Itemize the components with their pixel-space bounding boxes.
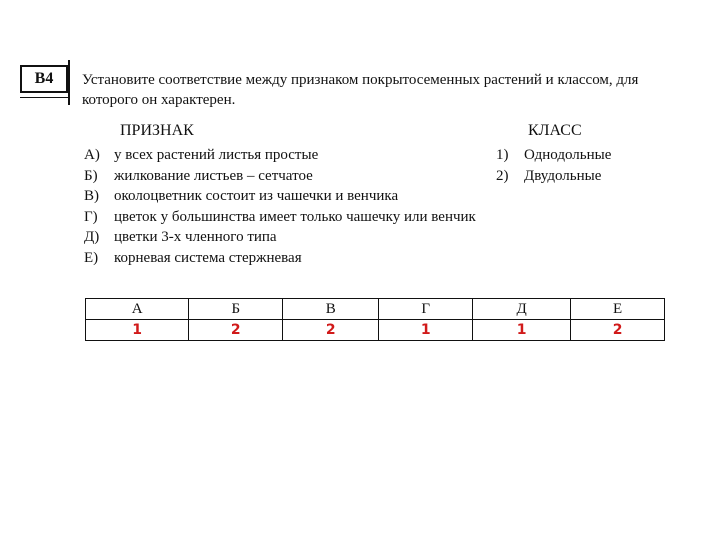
feature-text: у всех растений листья простые bbox=[114, 147, 319, 163]
answer-table bbox=[85, 298, 665, 341]
feature-letter: А) bbox=[84, 147, 100, 163]
answer-value-cell: 2 bbox=[283, 320, 379, 341]
class-number: 1) bbox=[496, 147, 509, 163]
feature-letter: В) bbox=[84, 188, 99, 204]
classes-heading: КЛАСС bbox=[528, 122, 582, 139]
feature-item bbox=[84, 227, 504, 248]
feature-text: околоцветник состоит из чашечки и венчика bbox=[114, 188, 399, 204]
feature-text: корневая система стержневая bbox=[114, 249, 302, 266]
classes-list bbox=[496, 145, 611, 186]
class-name: Двудольные bbox=[524, 167, 602, 184]
class-name: Однодольные bbox=[524, 147, 612, 163]
class-item bbox=[496, 166, 611, 187]
answer-letters-row bbox=[86, 299, 665, 320]
answer-value-cell: 1 bbox=[379, 320, 473, 341]
answer-letter-cell: А bbox=[86, 299, 189, 320]
answer-value-cell: 1 bbox=[473, 320, 571, 341]
class-number: 2) bbox=[496, 167, 509, 184]
feature-letter: Г) bbox=[84, 208, 98, 225]
feature-text: жилкование листьев – сетчатое bbox=[114, 167, 313, 184]
features-list bbox=[84, 145, 504, 268]
answer-letter-cell: В bbox=[283, 299, 379, 320]
feature-item bbox=[84, 145, 504, 166]
feature-text: цветки 3-х членного типа bbox=[114, 229, 277, 245]
task-divider bbox=[68, 60, 70, 105]
answer-letter-cell: Е bbox=[571, 299, 665, 320]
answer-letter-cell: Б bbox=[189, 299, 283, 320]
answer-letter-cell: Д bbox=[473, 299, 571, 320]
feature-item bbox=[84, 166, 504, 187]
feature-letter: Б) bbox=[84, 167, 98, 184]
class-item bbox=[496, 145, 611, 166]
feature-letter: Д) bbox=[84, 229, 100, 245]
task-code: В4 bbox=[20, 65, 68, 93]
task-code-underline bbox=[20, 97, 68, 98]
feature-letter: Е) bbox=[84, 249, 99, 266]
answer-value-cell: 1 bbox=[86, 320, 189, 341]
features-heading: ПРИЗНАК bbox=[120, 122, 194, 139]
feature-item bbox=[84, 248, 504, 269]
answer-letter-cell: Г bbox=[379, 299, 473, 320]
question-text: Установите соответствие между признаком покрытосеменных растений и классом, для которого он характерен. bbox=[82, 72, 639, 108]
feature-item bbox=[84, 207, 504, 228]
feature-item bbox=[84, 186, 504, 207]
feature-text: цветок у большинства имеет только чашечку или венчик bbox=[114, 208, 476, 225]
answer-value-cell: 2 bbox=[189, 320, 283, 341]
answer-value-cell: 2 bbox=[571, 320, 665, 341]
answer-values-row bbox=[86, 320, 665, 341]
